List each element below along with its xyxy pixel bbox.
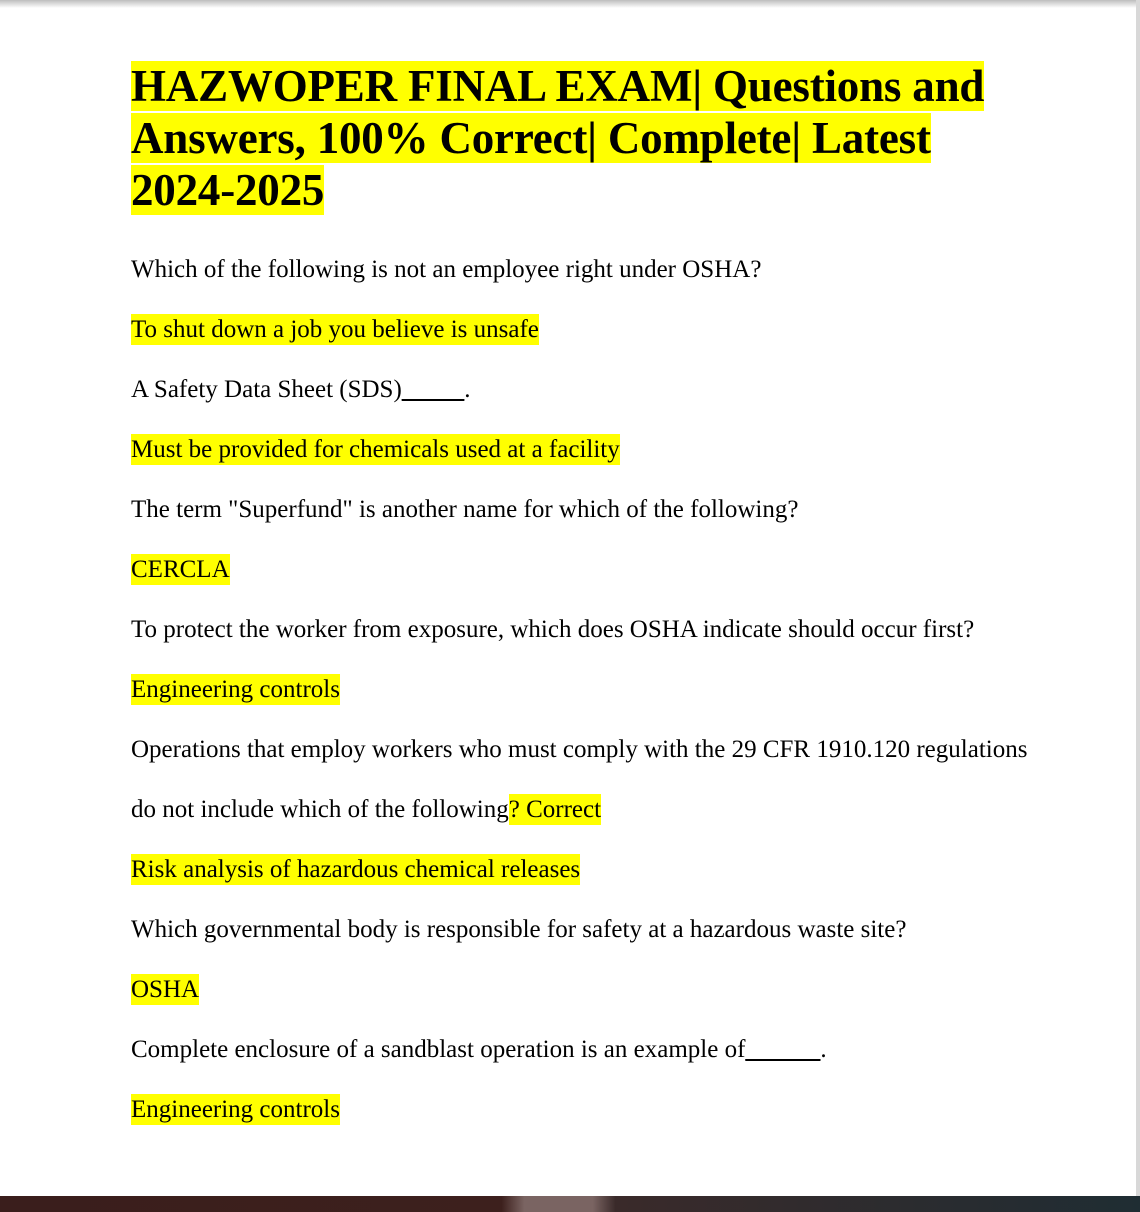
- answer-7: [131, 1080, 1031, 1140]
- answer-4: [131, 660, 1031, 720]
- document-title: [131, 60, 1031, 216]
- viewer-top-shadow: [0, 0, 1140, 8]
- answer-7-highlight: Engineering controls: [131, 1096, 340, 1123]
- answer-5-highlight: Risk analysis of hazardous chemical releases: [131, 856, 581, 883]
- question-7-end: .: [820, 1036, 827, 1063]
- question-7: [131, 1020, 1031, 1080]
- answer-6: [131, 960, 1031, 1020]
- answer-1: [131, 300, 1031, 360]
- viewer-bottom-bar: [0, 1196, 1140, 1212]
- document-page: [131, 60, 1031, 1140]
- question-5-text: Operations that employ workers who must comply with the 29 CFR 1910.120 regulations do not include which of the following: [131, 736, 1028, 823]
- question-5: [131, 720, 1031, 840]
- answer-2-highlight: Must be provided for chemicals used at a facility: [131, 436, 620, 463]
- question-3: The term "Superfund" is another name for which of the following?: [131, 496, 799, 523]
- title-highlight: HAZWOPER FINAL EXAM| Questions and Answers, 100% Correct| Complete| Latest 2024-2025: [131, 61, 985, 215]
- question-2-end: .: [464, 376, 471, 403]
- question-2-text: A Safety Data Sheet (SDS): [131, 376, 402, 403]
- answer-5: [131, 840, 1031, 900]
- question-7-text: Complete enclosure of a sandblast operation is an example of: [131, 1036, 746, 1063]
- qa-list: [131, 240, 1031, 1140]
- answer-3-highlight: CERCLA: [131, 556, 230, 583]
- answer-2: [131, 420, 1031, 480]
- question-2-blank: _____: [401, 376, 465, 403]
- question-5-highlight: ? Correct: [508, 796, 602, 823]
- question-2: [131, 360, 1031, 420]
- answer-6-highlight: OSHA: [131, 976, 200, 1003]
- page-right-edge: [1136, 0, 1140, 1196]
- answer-1-highlight: To shut down a job you believe is unsafe: [131, 316, 539, 343]
- answer-4-highlight: Engineering controls: [131, 676, 340, 703]
- question-6: Which governmental body is responsible for safety at a hazardous waste site?: [131, 916, 907, 943]
- answer-3: [131, 540, 1031, 600]
- question-1: Which of the following is not an employee right under OSHA?: [131, 256, 762, 283]
- question-7-blank: ______: [745, 1036, 821, 1063]
- question-4: To protect the worker from exposure, which does OSHA indicate should occur first?: [131, 616, 975, 643]
